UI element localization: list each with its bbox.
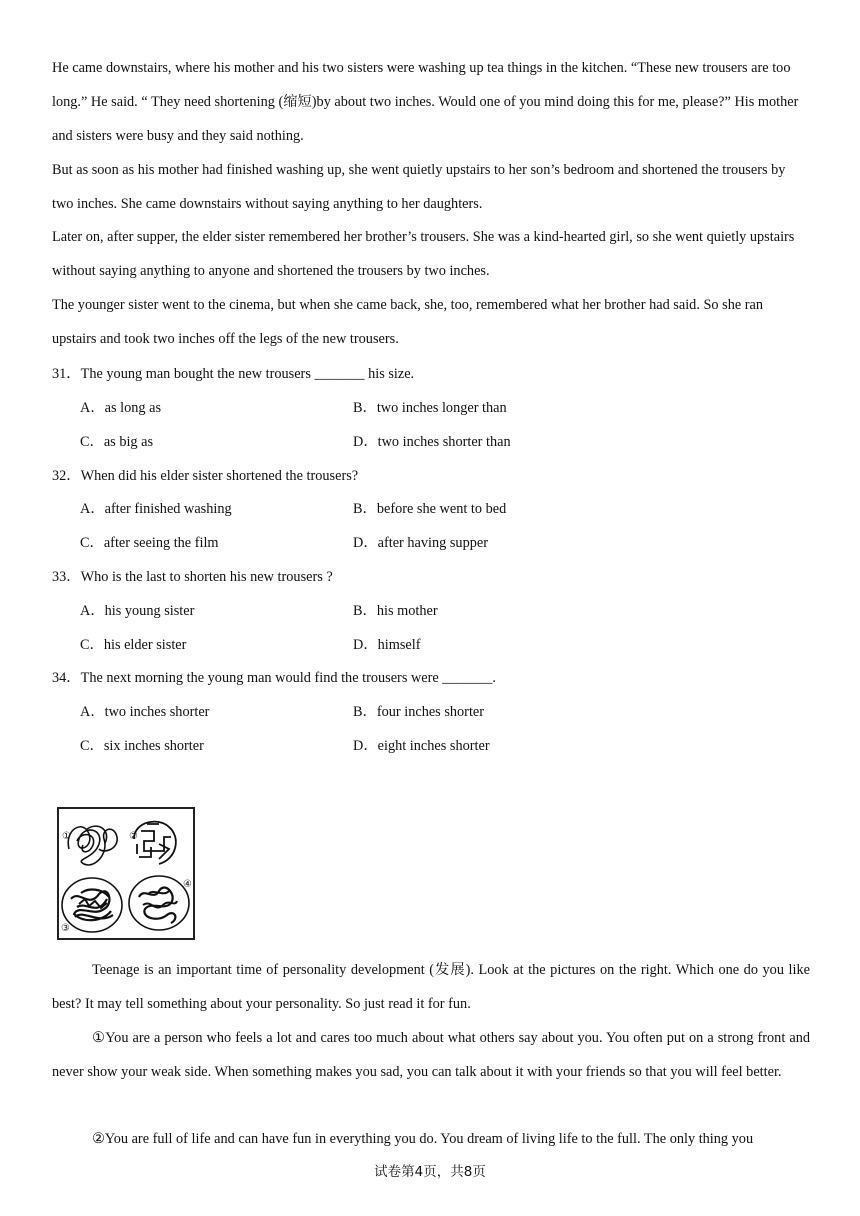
question-32-option-a[interactable]: A．after finished washing [80,501,232,517]
question-34-option-a[interactable]: A．two inches shorter [80,704,210,720]
passage1-paragraph-4: The younger sister went to the cinema, but when she came back, she, too, remembered what her brother had said. So she ran upstairs and took two inches off the legs of the new trousers. [52,297,764,347]
question-34-option-d[interactable]: D．eight inches shorter [353,738,490,754]
question-34-option-b[interactable]: B．four inches shorter [353,704,485,720]
question-31-option-c[interactable]: C．as big as [80,434,154,450]
question-32-stem: 32．When did his elder sister shortened the trousers? [52,468,359,484]
question-31-option-b[interactable]: B．two inches longer than [353,400,507,416]
question-32-option-b[interactable]: B．before she went to bed [353,501,507,517]
question-34-stem: 34．The next morning the young man would find the trousers were _______. [52,670,496,686]
picture-4-curly-circle [129,876,189,930]
question-33-stem: 33．Who is the last to shorten his new trousers ? [52,569,333,585]
picture-2-marker: ② [129,831,138,842]
passage1-paragraph-2: But as soon as his mother had finished washing up, she went quietly upstairs to her son’s bedroom and shortened the trousers by two inches. She came downstairs without saying anything to her daughters. [52,162,786,212]
personality-pictures-svg [59,809,193,938]
picture-3-marker: ③ [61,923,70,934]
passage1-paragraph-3: Later on, after supper, the elder sister remembered her brother’s trousers. She was a kind-hearted girl, so she went quietly upstairs without saying anything to anyone and shortened the trousers by two inches. [52,229,795,279]
picture-1-tangle [68,826,117,865]
question-34-option-c[interactable]: C．six inches shorter [80,738,204,754]
passage1-paragraph-1: He came downstairs, where his mother and his two sisters were washing up tea things in the kitchen. “These new trousers are too long.” He said. “ They need shortening (缩短)by about two inches. Would one of you mind doing this for me, please?” His mother and sisters were busy and they said nothing. [52,60,799,144]
picture-4-marker: ④ [183,879,192,890]
question-33-option-a[interactable]: A．his young sister [80,603,195,619]
question-32-option-c[interactable]: C．after seeing the film [80,535,219,551]
question-33-option-b[interactable]: B．his mother [353,603,438,619]
passage2-paragraph-2: ①You are a person who feels a lot and cares too much about what others say about you. You often put on a strong front and never show your weak side. When something makes you sad, you can talk about it with your friends so that you will feel better. [52,1030,810,1080]
personality-pictures-figure [57,807,195,940]
question-32-option-d[interactable]: D．after having supper [353,535,488,551]
page-footer: 试卷第4页，共8页 [374,1164,486,1180]
question-33-option-c[interactable]: C．his elder sister [80,637,187,653]
question-31-option-d[interactable]: D．two inches shorter than [353,434,511,450]
picture-2-maze [134,822,176,864]
question-31-option-a[interactable]: A．as long as [80,400,162,416]
picture-1-marker: ① [62,831,71,842]
question-33-option-d[interactable]: D．himself [353,637,421,653]
passage2-paragraph-3: ②You are full of life and can have fun in everything you do. You dream of living life to the full. The only thing you [92,1131,754,1147]
question-31-stem: 31．The young man bought the new trousers _______ his size. [52,366,415,382]
picture-3-dense-circle [62,878,122,932]
passage2-paragraph-1: Teenage is an important time of personality development (发展). Look at the pictures on the right. Which one do you like best? It may tell something about your personality. So just read it for fun. [52,962,810,1012]
